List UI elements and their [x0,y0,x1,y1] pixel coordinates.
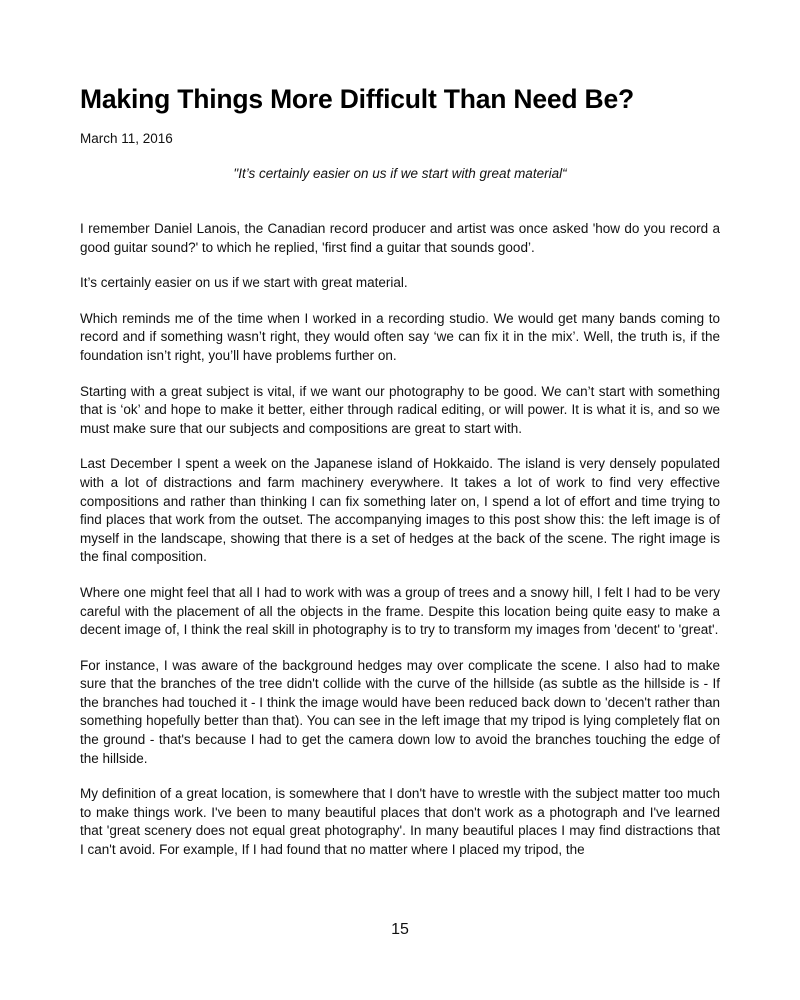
article-date: March 11, 2016 [80,131,173,146]
paragraph: I remember Daniel Lanois, the Canadian record producer and artist was once asked 'how do you record a good guitar sound?' to which he replied, 'first find a guitar that sounds good’. [80,221,720,255]
paragraph: Last December I spent a week on the Japanese island of Hokkaido. The island is very densely populated with a lot of distractions and farm machinery everywhere. It takes a lot of work to find very effective compositions and rather than thinking I can fix something later on, I spend a lot of effort and time trying to find places that work from the outset. The accompanying images to this post show this: the left image is of myself in the landscape, showing that there is a set of hedges at the back of the scene. The right image is the final composition. [80,456,720,565]
paragraph: Starting with a great subject is vital, if we want our photography to be good. We can’t start with something that is ‘ok’ and hope to make it better, either through radical editing, or will power. It is what it is, and so we must make sure that our subjects and compositions are great to start with. [80,383,720,436]
paragraph: My definition of a great location, is somewhere that I don't have to wrestle with the subject matter too much to make things work. I've been to many beautiful places that don't work as a photograph and I've learned that 'great scenery does not equal great photography'. In many beautiful places I may find distractions that I can't avoid. For example, If I had found that no matter where I placed my tripod, the [80,786,720,858]
article-title: Making Things More Difficult Than Need Be? [80,84,635,114]
paragraph: Where one might feel that all I had to work with was a group of trees and a snowy hill, I felt I had to be very careful with the placement of all the objects in the frame. Despite this location being quite easy to make a decent image of, I think the real skill in photography is to try to transform my images from 'decent' to 'great'. [80,584,720,638]
article-body [80,220,720,860]
article [80,82,720,877]
paragraph: For instance, I was aware of the background hedges may over complicate the scene. I also had to make sure that the branches of the tree didn't collide with the curve of the hillside (as subtle as the hillside is - If the branches had touched it - I think the image would have been reduced back down to 'decen't rather than something hopefully better than that). You can see in the left image that my tripod is lying completely flat on the ground - that's because I had to get the camera down low to avoid the branches touching the edge of the hillside. [80,657,720,766]
paragraph: Which reminds me of the time when I worked in a recording studio. We would get many bands coming to record and if something wasn’t right, they would often say ‘we can fix it in the mix’. Well, the truth is, if the foundation isn’t right, you’ll have problems further on. [80,310,720,363]
page-number: 15 [391,921,409,938]
paragraph: It’s certainly easier on us if we start with great material. [80,275,408,291]
pull-quote: "It’s certainly easier on us if we start with great material“ [233,166,567,181]
